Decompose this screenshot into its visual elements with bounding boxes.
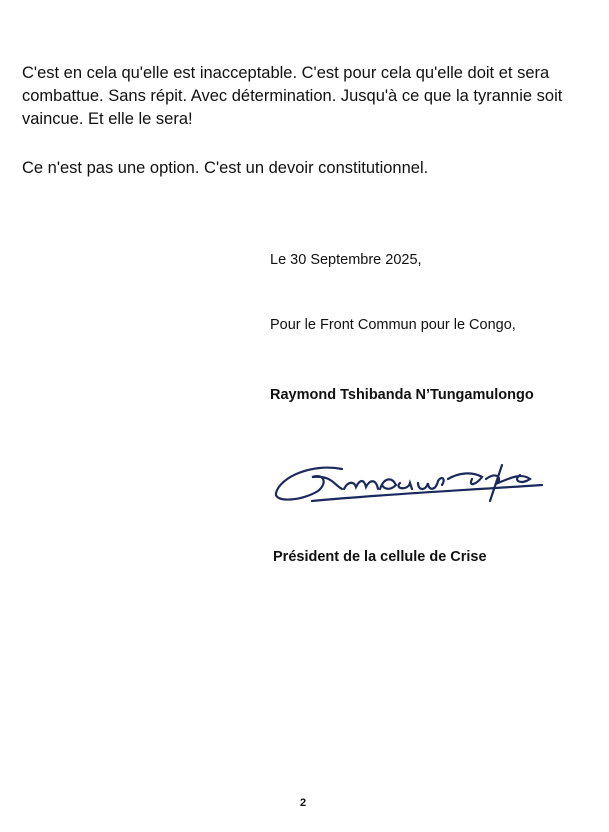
- handwritten-signature: [272, 455, 562, 515]
- signatory-title: Président de la cellule de Crise: [273, 549, 487, 565]
- body-paragraph-1: C'est en cela qu'elle est inacceptable. C'est pour cela qu'elle doit et sera combattue. Sans répit. Avec détermination. Jusqu'à ce que la tyrannie soit vaincue. Et elle le sera!: [22, 64, 563, 128]
- page-number: 2: [300, 797, 307, 809]
- on-behalf-line: Pour le Front Commun pour le Congo,: [270, 317, 516, 333]
- date-line: Le 30 Septembre 2025,: [270, 252, 422, 268]
- body-paragraph-2: Ce n'est pas une option. C'est un devoir constitutionnel.: [22, 159, 429, 177]
- signatory-name: Raymond Tshibanda N’Tungamulongo: [270, 387, 534, 403]
